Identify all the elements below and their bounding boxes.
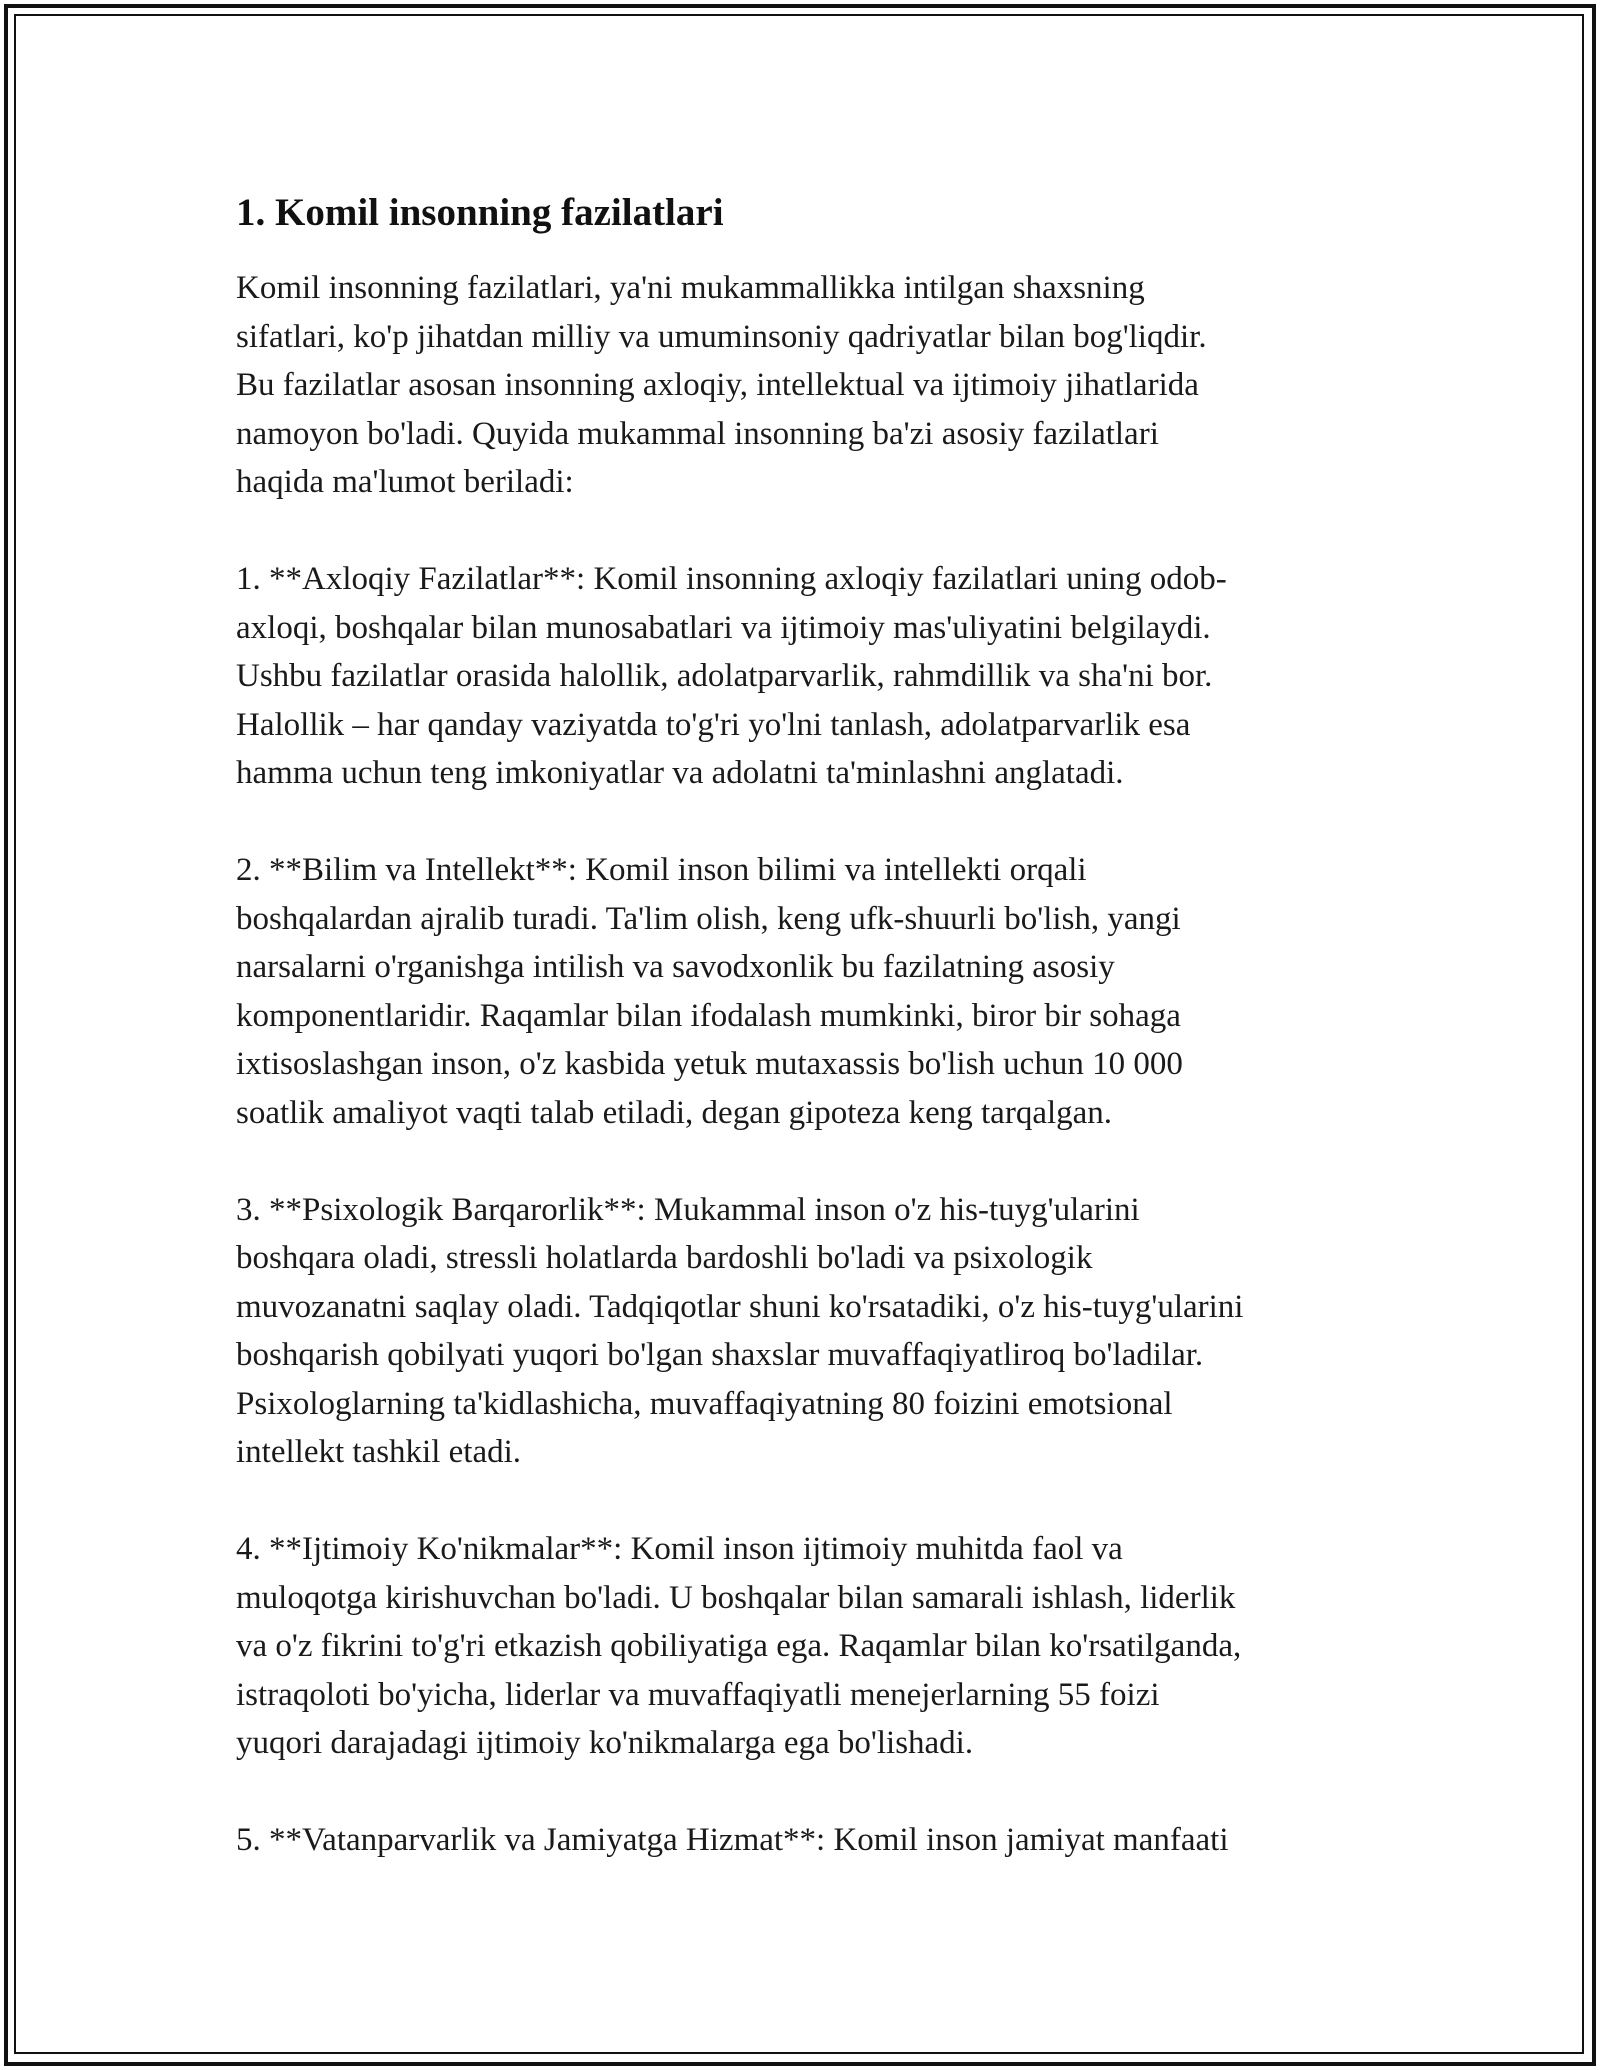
document-title: 1. Komil insonning fazilatlari bbox=[236, 191, 724, 234]
paragraph-vatanparvarlik: 5. **Vatanparvarlik va Jamiyatga Hizmat**: Komil inson jamiyat manfaati bbox=[236, 1822, 1229, 1858]
paragraph-psixologik-barqarorlik: 3. **Psixologik Barqarorlik**: Mukammal inson o'z his-tuyg'ularini boshqara oladi, stressli holatlarda bardoshli bo'ladi va psixologik muvozanatni saqlay oladi. Tadqiqotlar shuni ko'rsatadiki, o'z his-tuyg'ularini boshqarish qobilyati yuqori bo'lgan shaxslar muvaffaqiyatliroq bo'ladilar. Psixologlarning ta'kidlashicha, muvaffaqiyatning 80 foizini emotsional intellekt tashkil etadi. bbox=[236, 1191, 1244, 1470]
paragraph-bilim-va-intellekt: 2. **Bilim va Intellekt**: Komil inson bilimi va intellekti orqali boshqalardan ajralib turadi. Ta'lim olish, keng ufk-shuurli bo'lish, yangi narsalarni o'rganishga intilish va savodxonlik bu fazilatning asosiy komponentlaridir. Raqamlar bilan ifodalash mumkinki, biror bir sohaga ixtisoslashgan inson, o'z kasbida yetuk mutaxassis bo'lish uchun 10 000 soatlik amaliyot vaqti talab etiladi, degan gipoteza keng tarqalgan. bbox=[236, 852, 1183, 1131]
document-body bbox=[236, 188, 1366, 1913]
paragraph-axloqiy-fazilatlar: 1. **Axloqiy Fazilatlar**: Komil insonning axloqiy fazilatlari uning odob- axloqi, boshqalar bilan munosabatlari va ijtimoiy mas'uliyatini belgilaydi. Ushbu fazilatlar orasida halollik, adolatparvarlik, rahmdillik va sha'ni bor. Halollik – har qanday vaziyatda to'g'ri yo'lni tanlash, adolatparvarlik esa hamma uchun teng imkoniyatlar va adolatni ta'minlashni anglatadi. bbox=[236, 561, 1227, 791]
paragraph-ijtimoiy-konikmalar: 4. **Ijtimoiy Ko'nikmalar**: Komil inson ijtimoiy muhitda faol va muloqotga kirishuvchan bo'ladi. U boshqalar bilan samarali ishlash, liderlik va o'z fikrini to'g'ri etkazish qobiliyatiga ega. Raqamlar bilan ko'rsatilganda, istraqoloti bo'yicha, liderlar va muvaffaqiyatli menejerlarning 55 foizi yuqori darajadagi ijtimoiy ko'nikmalarga ega bo'lishadi. bbox=[236, 1531, 1242, 1761]
intro-paragraph: Komil insonning fazilatlari, ya'ni mukammallikka intilgan shaxsning sifatlari, ko'p jihatdan milliy va umuminsoniy qadriyatlar bilan bog'liqdir. Bu fazilatlar asosan insonning axloqiy, intellektual va ijtimoiy jihatlarida namoyon bo'ladi. Quyida mukammal insonning ba'zi asosiy fazilatlari haqida ma'lumot beriladi: bbox=[236, 270, 1207, 500]
